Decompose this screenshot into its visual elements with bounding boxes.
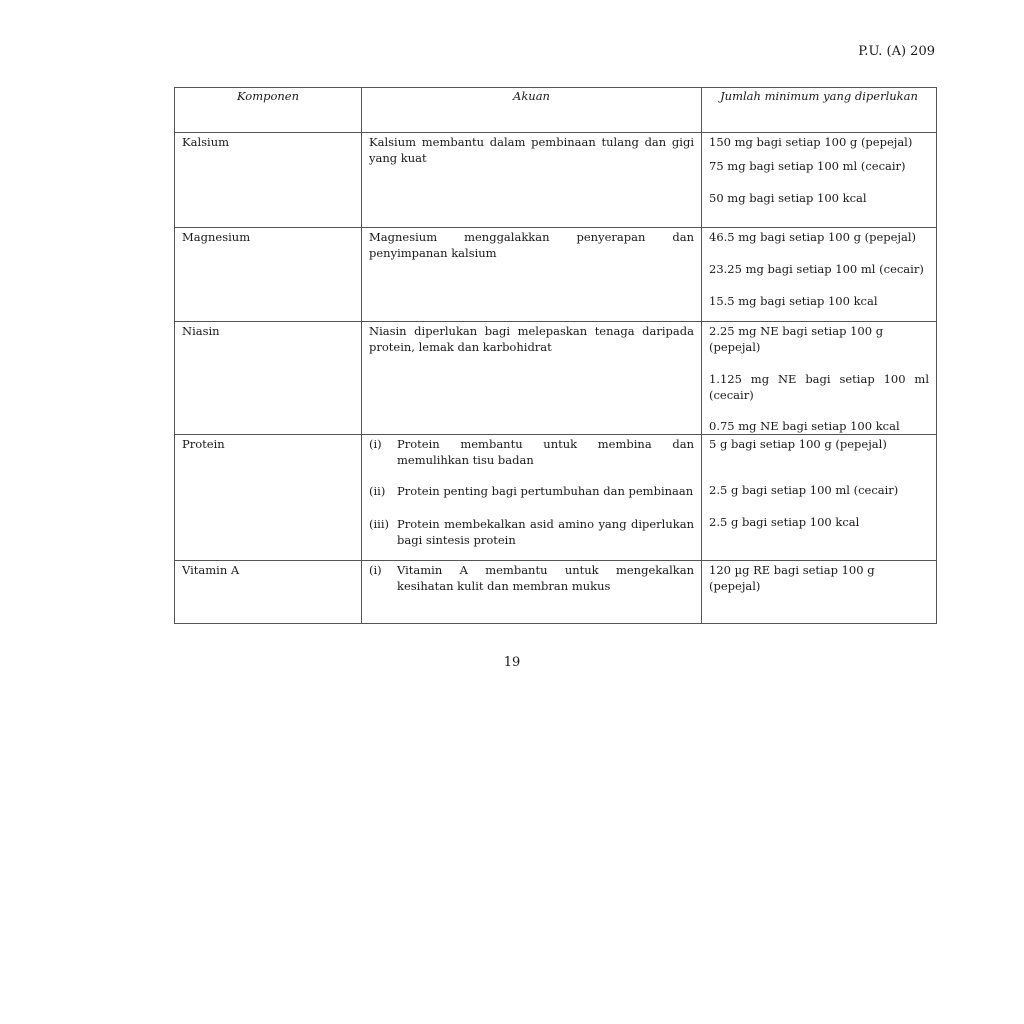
table-row xyxy=(175,561,937,624)
claim-text: Kalsium membantu dalam pembinaan tulang dan gigi yang kuat xyxy=(369,135,694,165)
amount-cell xyxy=(702,133,937,228)
claim-cell xyxy=(362,435,702,561)
component-cell xyxy=(175,228,362,322)
claim-cell xyxy=(362,133,702,228)
component-cell xyxy=(175,322,362,435)
amount-line: 50 mg bagi setiap 100 kcal xyxy=(709,191,867,205)
amount-line: 150 mg bagi setiap 100 g (pepejal) xyxy=(709,135,913,149)
column-header-claim: Akuan xyxy=(362,88,702,133)
amount-line: 75 mg bagi setiap 100 ml (cecair) xyxy=(709,159,906,173)
amount-line: 2.5 g bagi setiap 100 kcal xyxy=(709,515,860,529)
table-row xyxy=(175,435,937,561)
amount-line: 5 g bagi setiap 100 g (pepejal) xyxy=(709,437,887,451)
claim-cell xyxy=(362,561,702,624)
claim-text: Protein membekalkan asid amino yang diperlukan bagi sintesis protein xyxy=(397,517,694,547)
amount-line: 46.5 mg bagi setiap 100 g (pepejal) xyxy=(709,230,917,244)
nutrient-claims-table xyxy=(174,87,937,624)
table-header-row xyxy=(175,88,937,133)
column-header-minimum-amount: Jumlah minimum yang diperlukan xyxy=(702,88,937,133)
amount-cell xyxy=(702,228,937,322)
component-name: Vitamin A xyxy=(182,563,240,577)
amount-line: 15.5 mg bagi setiap 100 kcal xyxy=(709,294,878,308)
claim-text: Protein membantu untuk membina dan memulihkan tisu badan xyxy=(397,437,694,467)
component-cell xyxy=(175,133,362,228)
claim-text: Niasin diperlukan bagi melepaskan tenaga daripada protein, lemak dan karbohidrat xyxy=(369,324,694,354)
list-marker: (ii) xyxy=(369,484,386,498)
amount-line: 1.125 mg NE bagi setiap 100 ml (cecair) xyxy=(709,372,929,402)
component-name: Protein xyxy=(182,437,225,451)
claim-list-item xyxy=(369,436,694,468)
component-name: Kalsium xyxy=(182,135,230,149)
amount-line: 120 µg RE bagi setiap 100 g (pepejal) xyxy=(709,563,875,593)
component-cell xyxy=(175,561,362,624)
table-row xyxy=(175,322,937,435)
claim-list-item xyxy=(369,483,694,499)
component-cell xyxy=(175,435,362,561)
amount-cell xyxy=(702,435,937,561)
claim-cell xyxy=(362,228,702,322)
amount-cell xyxy=(702,322,937,435)
component-name: Niasin xyxy=(182,324,220,338)
amount-line: 2.25 mg NE bagi setiap 100 g (pepejal) xyxy=(709,324,884,354)
claim-text: Protein penting bagi pertumbuhan dan pembinaan xyxy=(397,484,694,498)
claim-text: Magnesium menggalakkan penyerapan dan penyimpanan kalsium xyxy=(369,230,694,260)
amount-line: 0.75 mg NE bagi setiap 100 kcal xyxy=(709,419,900,433)
list-marker: (i) xyxy=(369,563,382,577)
amount-cell xyxy=(702,561,937,624)
claim-cell xyxy=(362,322,702,435)
claim-list-item xyxy=(369,516,694,548)
table-row xyxy=(175,133,937,228)
amount-line: 23.25 mg bagi setiap 100 ml (cecair) xyxy=(709,262,924,276)
amount-line: 2.5 g bagi setiap 100 ml (cecair) xyxy=(709,483,899,497)
document-reference: P.U. (A) 209 xyxy=(858,44,935,59)
column-header-component: Komponen xyxy=(175,88,362,133)
list-marker: (iii) xyxy=(369,517,390,531)
component-name: Magnesium xyxy=(182,230,251,244)
claim-list-item xyxy=(369,562,694,594)
claim-text: Vitamin A membantu untuk mengekalkan kesihatan kulit dan membran mukus xyxy=(397,563,694,593)
page-number: 19 xyxy=(503,655,521,670)
table-row xyxy=(175,228,937,322)
list-marker: (i) xyxy=(369,437,382,451)
